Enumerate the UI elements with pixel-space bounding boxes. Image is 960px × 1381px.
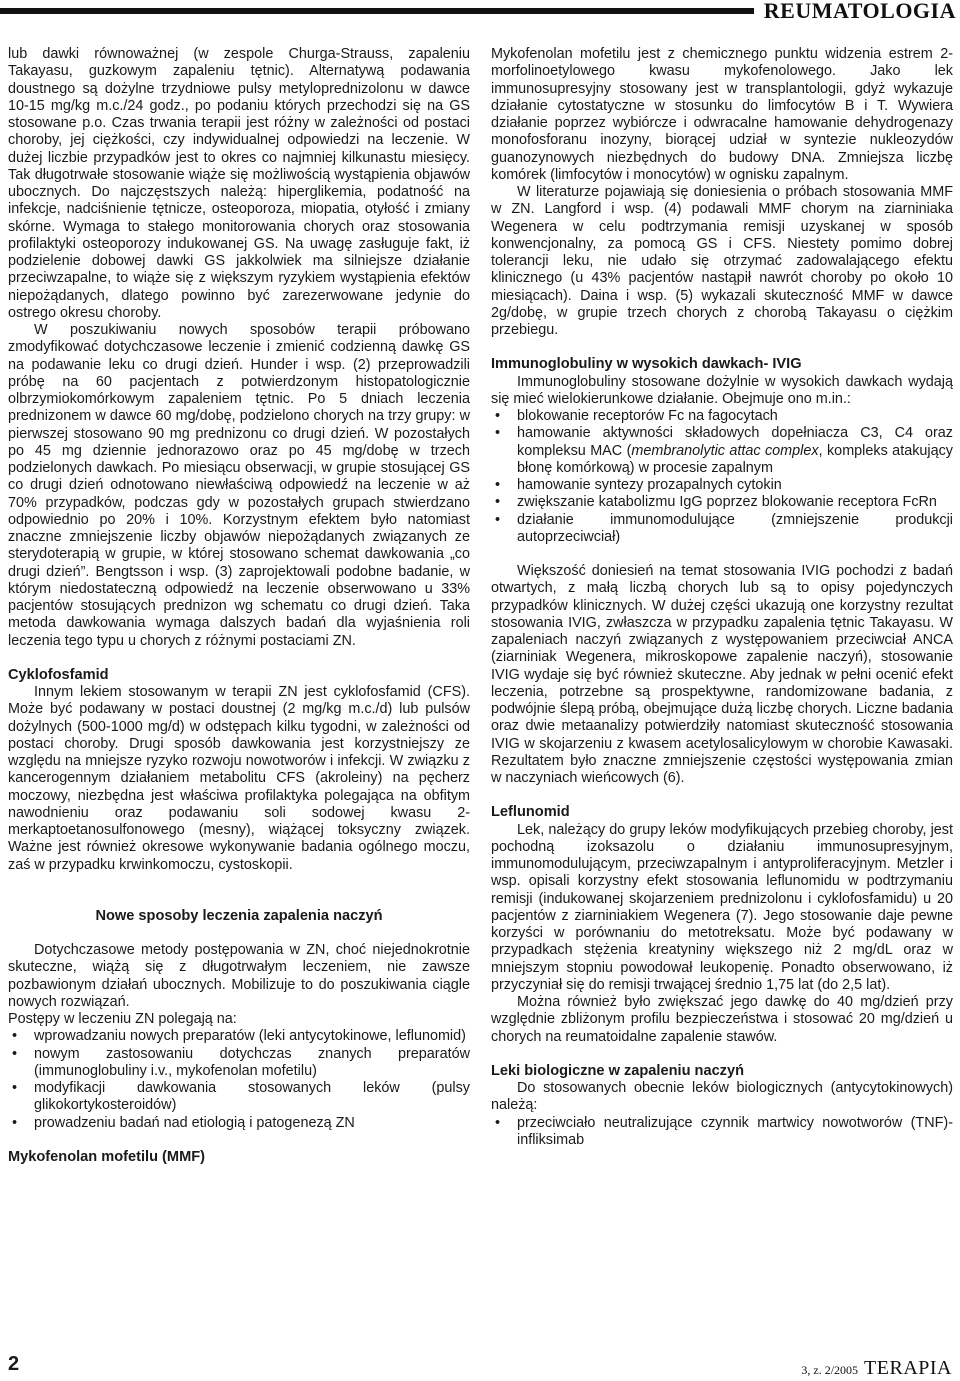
paragraph: Immunoglobuliny stosowane dożylnie w wysokich dawkach wydają się mieć wielokierunkowe działanie. Obejmuje ono m.in.: [491,373,953,407]
bullet-list [491,1115,953,1150]
list-item [491,425,953,477]
page-number: 2 [8,1353,20,1375]
paragraph: lub dawki równoważnej (w zespole Churga-Strauss, zapaleniu Takayasu, guzkowym zapaleniu tętnic). Alternatywą podawania doustnego są dożylne trzydniowe pulsy metyloprednizolonu w dawce 10-15 mg/kg m.c./24 godz., po podaniu których przechodzi się na GS stosowane p.o. Czas trwania terapii jest różny w zależności od postaci choroby, jej ciężkości, czy indywidualnej odpowiedzi na leczenie. W dużej liczbie przypadków jest to okres co najmniej kilkunastu miesięcy. Tak długotrwałe stosowanie wiąże się możliwością wystąpienia objawów ubocznych. Do najczęstszych należą: hiperglikemia, podatność na infekcje, nadciśnienie tętnicze, osteoporoza, miopatia, otyłość i zmiany skórne. Wymaga to stałego monitorowania chorych oraz stosowania profilaktyki osteoporozy indukowanej GS. Na uwagę zasługuje fakt, iż podzielenie dobowej dawki GS jakkolwiek ma silniejsze działanie przeciwzapalne, to wiąże się z większym ryzykiem wystąpienia efektów niepożądanych, dlatego powinno być zarezerwowane jedynie do ostrego okresu choroby. [8,46,470,321]
list-item: • wprowadzaniu nowych preparatów (leki antycytokinowe, leflunomid) [8,1028,470,1045]
paragraph: Większość doniesień na temat stosowania IVIG pochodzi z badań otwartych, z małą liczbą chorych lub są to opisy pojedynczych przypadków klinicznych. W dużej części ukazują one korzystny rezultat stosowania IVIG, zwłaszcza w przypadku zapalenia tętnic Takayasu. W zapaleniach naczyń związanych z występowaniem przeciwciał ANCA (ziarniniak Wegenera, mikroskopowe zapalenie naczyń), stosowanie IVIG wydaje się być również skuteczne. Aby jednak w pełni ocenić efekt leczenia, potrzebne są prospektywne, randomizowane badania, z podwójnie ślepą próbą, obejmujące dużą liczbę chorych. Liczne badania oraz dwie metaanalizy potwierdziły natomiast skuteczność stosowania IVIG w skojarzeniu z kwasem acetylosalicylowym w chorobie Kawasaki. Rezultatem było znaczne zmniejszenie częstości występowania zmian w naczyniach wieńcowych (6). [491,563,953,786]
list-item: • działanie immunomodulujące (zmniejszenie produkcji autoprzeciwciał) [491,512,953,547]
section-heading-leflunomid: Leflunomid [491,804,570,821]
list-item: • hamowanie syntezy prozapalnych cytokin [491,477,953,494]
list-item-text: , kompleks atakujący błonę komórkową) w procesie zapalnym [517,442,953,476]
left-column [8,46,470,1166]
list-item: • nowym zastosowaniu dotychczas znanych preparatów (immunoglobuliny i.v., mykofenolan mofetilu) [8,1046,470,1081]
list-item-text: hamowanie aktywności składowych dopełniacza C3, C4 oraz kompleksu MAC ( [517,425,953,459]
paragraph: Postępy w leczeniu ZN polegają na: [8,1011,237,1027]
section-heading-cyklofosfamid: Cyklofosfamid [8,666,109,683]
section-heading-ivig: Immunoglobuliny w wysokich dawkach- IVIG [491,356,802,373]
paragraph: Innym lekiem stosowanym w terapii ZN jest cyklofosfamid (CFS). Może być podawany w postaci doustnej (2 mg/kg m.c./d) lub pulsów dożylnych (500-1000 mg/d) w odstępach kilku tygodni, w zależności od postaci choroby. Drugi sposób dawkowania jest korzystniejszy ze względu na mniejsze ryzyko rozwoju nowotworów i infekcji. W związku z kancerogennym działaniem metabolitu CFS (akroleiny) na pęcherz moczowy, niezbędna jest właściwa profilaktyka polegająca na obfitym nawodnieniu oraz podawaniu soli sodowej kwasu 2-merkaptoetanosulfonowego (mesny), wiążącej toksyczny związek. Ważne jest również okresowe wykonywanie badania ogólnego moczu, zaś w przypadku krwinkomoczu, cystoskopii. [8,684,470,873]
paragraph: Dotychczasowe metody postępowania w ZN, choć niejednokrotnie skuteczne, wiążą się z długotrwałym leczeniem, nie zawsze pozbawionym działań ubocznych. Mobilizuje to do poszukiwania ciągle nowych rozwiązań. [8,942,470,1010]
paragraph: W literaturze pojawiają się doniesienia o próbach stosowania MMF w ZN. Langford i wsp. (4) podawali MMF chorym na ziarniniaka Wegenera w celu podtrzymania remisji uzyskanej w sposób konwencjonalny, za pomocą GS i CFS. Niestety pomimo dobrej tolerancji leku, nie udało się otrzymać zadowalającego efektu klinicznego (u 43% pacjentów nastąpił nawrót choroby po około 10 miesiącach). Daina i wsp. (5) wykazali skuteczność MMF w dawce 2g/dobę, w grupie trzech chorych z chorobą Takayasu o ciężkim przebiegu. [491,184,953,338]
section-heading-new-methods: Nowe sposoby leczenia zapalenia naczyń [95,907,383,924]
list-item: • przeciwciało neutralizujące czynnik martwicy nowotworów (TNF)- infliksimab [491,1115,953,1150]
footer-journal [801,1358,952,1380]
bullet-list [491,408,953,546]
list-item: • prowadzeniu badań nad etiologią i patogenezą ZN [8,1115,470,1132]
paragraph: Można również było zwiększać jego dawkę do 40 mg/dzień przy względnie zbliżonym profilu bezpieczeństwa i stosować 20 mg/dzień u chorych na reumatoidalne zapalenie stawów. [491,994,953,1045]
section-title: REUMATOLOGIA [754,0,960,24]
journal-name: TERAPIA [864,1357,952,1379]
list-item: • blokowanie receptorów Fc na fagocytach [491,408,953,425]
issue-label: 3, z. 2/2005 [801,1363,859,1377]
paragraph: Do stosowanych obecnie leków biologicznych (antycytokinowych) należą: [491,1080,953,1114]
paragraph: Lek, należący do grupy leków modyfikujących przebieg choroby, jest pochodną izoksazolu o działaniu immunosupresyjnym, immunomodulującym, przeciwzapalnym i antyproliferacyjnym. Metzler i wsp. opisali korzystny efekt stosowania leflunomidu w podtrzymaniu remisji (indukowanej skojarzeniem prednizolonu i cyklofosfamidu) u 20 pacjentów z ziarniniakiem Wegenera (7). Jego stosowanie daje pewne korzyści w porównaniu do metotreksatu. Może być podawany w przypadkach stężenia kreatyniny większego niż 2 mg/dL oraz w mniejszym stopniu powodował leukopenię. Ponadto obserwowano, iż przyczyniał się do remisji trwającej średnio 1,75 lat (do 2,5 lat). [491,821,953,993]
paragraph: W poszukiwaniu nowych sposobów terapii próbowano zmodyfikować dotychczasowe leczenie i zmienić codzienną dawkę GS na podawanie leku co drugi dzień. Hunder i wsp. (2) przeprowadzili próbę na 60 pacjentach z potwierdzonym histopatologicznie olbrzymiokomórkowym zapaleniem tętnic. Po 5 dniach leczenia prednizonem w dawce 60 mg/dobę, podzielono chorych na trzy grupy: w pierwszej stosowano 90 mg prednizonu co drugi dzień. W pozostałych po 45 mg dziennie jednorazowo oraz po 45 mg/dobę w trzech podzielonych dawkach. Po miesiącu obserwacji, w grupie stosującej GS co drugi dzień odnotowano niewłaściwą odpowiedź na leczenie w aż 70% przypadków, podczas gdy w pozostałych grupach stwierdzano odpowiednio po 20% i 10%. Korzystnym efektem było natomiast znaczne zmniejszenie liczby objawów niepożądanych związanych ze sterydoterapią w grupie, w której stosowano schemat dawkowania „co drugi dzień”. Bengtsson i wsp. (3) zaprojektowali podobne badanie, w którym niedostateczną odpowiedź na leczenie obserwowano u 33% pacjentów stosujących prednizon wg schematu co drugi dzień. Taka metoda dawkowania wymaga dalszych badań dla wyjaśnienia roli leczenia tego typu u chorych z różnymi postaciami ZN. [8,322,470,649]
section-heading-biologics: Leki biologiczne w zapaleniu naczyń [491,1062,745,1079]
section-heading-mmf: Mykofenolan mofetilu (MMF) [8,1148,206,1165]
right-column [491,46,953,1149]
list-item: • zwiększanie katabolizmu IgG poprzez blokowanie receptora FcRn [491,494,953,511]
page-header [0,0,960,22]
list-item: • modyfikacji dawkowania stosowanych leków (pulsy glikokortykosteroidów) [8,1080,470,1115]
bullet-list [8,1028,470,1132]
list-item-emphasis: membranolytic attac complex [631,442,819,459]
paragraph: Mykofenolan mofetilu jest z chemicznego punktu widzenia estrem 2-morfolinoetylowego kwasu mykofenolowego. Jako lek immunosupresyjny stosowany jest w transplantologii, gdyż wykazuje działanie cytostatyczne w stosunku do limfocytów B i T. Wywiera działanie poprzez wybiórcze i odwracalne hamowanie dehydrogenazy monofosforanu inozyny, biorącej udział w syntezie nukleozydów guanozynowych niezbędnych do budowy DNA. Zmniejsza liczbę komórek (limfocytów i monocytów) w ognisku zapalnym. [491,46,953,183]
